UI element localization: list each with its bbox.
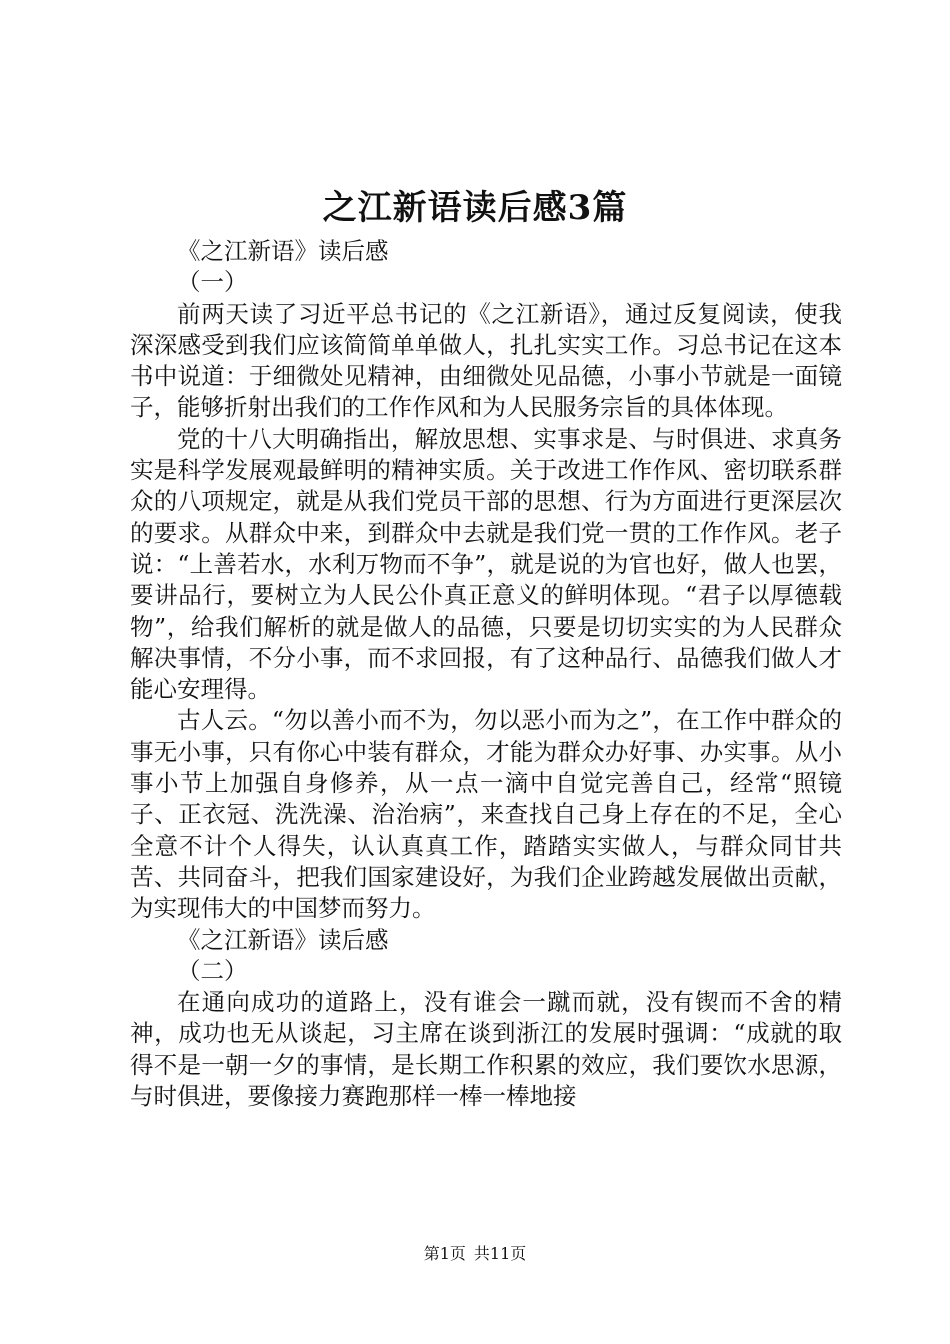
section-heading-1: 《之江新语》读后感 xyxy=(177,237,389,265)
paragraph-4: 在通向成功的道路上，没有谁会一蹴而就，没有锲而不舍的精神，成功也无从谈起，习主席在谈到浙江的发展时强调：“成就的取得不是一朝一夕的事情，是长期工作积累的效应，我们要饮水思源，与时俱进，要像接力赛跑那样一棒一棒地接 xyxy=(130,988,842,1111)
paragraph-3: 古人云。“勿以善小而不为，勿以恶小而为之”，在工作中群众的事无小事，只有你心中装有群众，才能为群众办好事、办实事。从小事小节上加强自身修养，从一点一滴中自觉完善自己，经常“照镜子、正衣冠、洗洗澡、治治病”，来查找自己身上存在的不足，全心全意不计个人得失，认认真真工作，踏踏实实做人，与群众同甘共苦、共同奋斗，把我们国家建设好，为我们企业跨越发展做出贡献，为实现伟大的中国梦而努力。 xyxy=(130,706,842,923)
paragraph-1: 前两天读了习近平总书记的《之江新语》，通过反复阅读，使我深深感受到我们应该简简单单做人，扎扎实实工作。习总书记在这本书中说道：于细微处见精神，由细微处见品德，小事小节就是一面镜子，能够折射出我们的工作作风和为人民服务宗旨的具体体现。 xyxy=(130,299,842,422)
section-heading-2: 《之江新语》读后感 xyxy=(177,925,389,954)
page-number: 第1页 xyxy=(423,1244,466,1263)
paragraph-2: 党的十八大明确指出，解放思想、实事求是、与时俱进、求真务实是科学发展观最鲜明的精神实质。关于改进工作作风、密切联系群众的八项规定，就是从我们党员干部的思想、行为方面进行更深层次的要求。从群众中来，到群众中去就是我们党一贯的工作作风。老子说：“上善若水，水利万物而不争”，就是说的为官也好，做人也罢，要讲品行，要树立为人民公仆真正意义的鲜明体现。“君子以厚德载物”，给我们解析的就是做人的品德，只要是切切实实的为人民群众解决事情，不分小事，而不求回报，有了这种品行、品德我们做人才能心安理得。 xyxy=(130,424,842,704)
document-title: 之江新语读后感3篇 xyxy=(322,188,628,228)
page-footer xyxy=(0,1244,950,1264)
section-number-2: （二） xyxy=(177,956,248,985)
section-number-1: （一） xyxy=(177,268,248,297)
page-total: 共11页 xyxy=(473,1244,527,1263)
document-body xyxy=(130,236,842,1112)
